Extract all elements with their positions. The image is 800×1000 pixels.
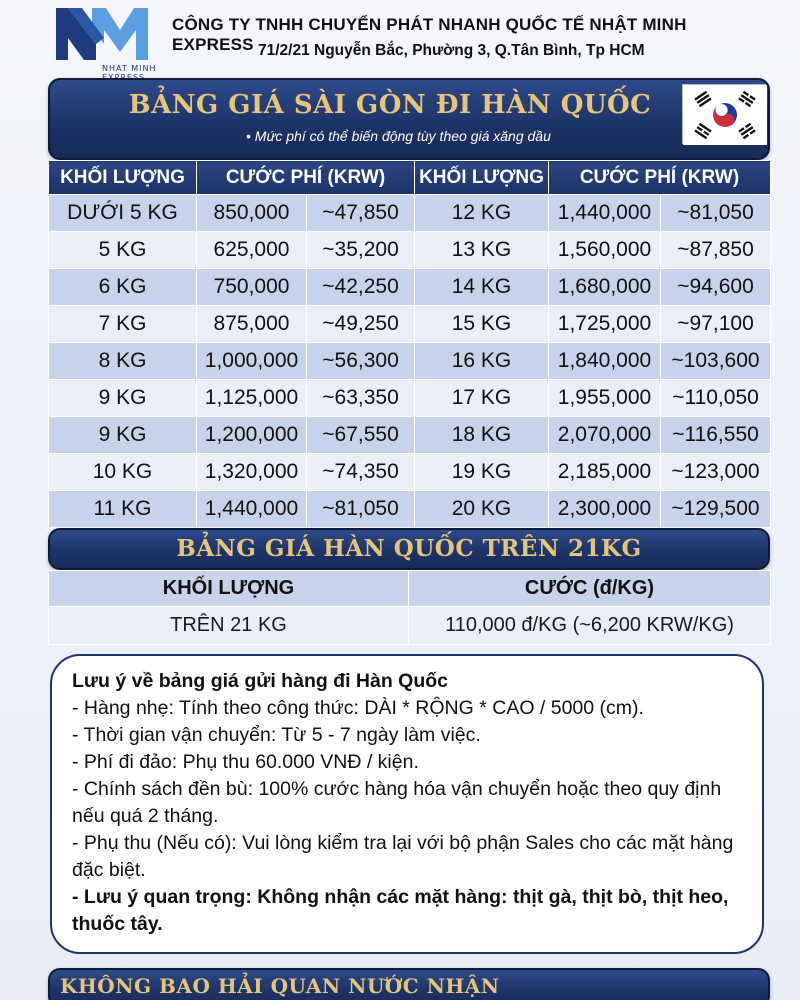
krw-price-cell: ~87,850 [661,232,771,269]
vnd-price-cell: 1,560,000 [549,232,661,269]
vnd-price-cell: 2,300,000 [549,491,661,528]
weight-cell: 20 KG [415,491,549,528]
south-korea-flag-icon [682,84,766,144]
over-21kg-table [48,570,771,645]
vnd-price-cell: 850,000 [197,195,307,232]
weight-cell: 9 KG [49,417,197,454]
krw-price-cell: ~129,500 [661,491,771,528]
note-line: - Chính sách đền bù: 100% cước hàng hóa vận chuyển hoặc theo quy định nếu quá 2 tháng. [72,778,722,827]
krw-price-cell: ~123,000 [661,454,771,491]
table-row [49,417,771,454]
company-address: 71/2/21 Nguyễn Bắc, Phường 3, Q.Tân Bình, Tp HCM [258,42,645,59]
table-row [49,491,771,528]
note-line: - Thời gian vận chuyển: Từ 5 - 7 ngày làm việc. [72,724,481,746]
main-title: BẢNG GIÁ SÀI GÒN ĐI HÀN QUỐC [128,90,652,120]
vnd-price-cell: 1,955,000 [549,380,661,417]
krw-price-cell: ~81,050 [307,491,415,528]
weight-cell: DƯỚI 5 KG [49,195,197,232]
krw-price-cell: ~67,550 [307,417,415,454]
krw-price-cell: ~47,850 [307,195,415,232]
column-header-rate: CƯỚC PHÍ (KRW) [197,161,415,195]
vnd-price-cell: 1,725,000 [549,306,661,343]
krw-price-cell: ~110,050 [661,380,771,417]
krw-price-cell: ~49,250 [307,306,415,343]
vnd-price-cell: 750,000 [197,269,307,306]
weight-cell: 7 KG [49,306,197,343]
krw-price-cell: ~42,250 [307,269,415,306]
table-row [49,306,771,343]
notes-title: Lưu ý về bảng giá gửi hàng đi Hàn Quốc [72,670,449,692]
krw-price-cell: ~94,600 [661,269,771,306]
krw-price-cell: ~35,200 [307,232,415,269]
krw-price-cell: ~63,350 [307,380,415,417]
weight-cell: 12 KG [415,195,549,232]
vnd-price-cell: 2,185,000 [549,454,661,491]
vnd-price-cell: 1,840,000 [549,343,661,380]
krw-price-cell: ~81,050 [661,195,771,232]
krw-price-cell: ~103,600 [661,343,771,380]
note-line: - Phí đi đảo: Phụ thu 60.000 VNĐ / kiện. [72,751,419,773]
krw-price-cell: ~56,300 [307,343,415,380]
column-header-rate: CƯỚC PHÍ (KRW) [549,161,771,195]
weight-cell: 6 KG [49,269,197,306]
table-row [49,269,771,306]
weight-cell: 13 KG [415,232,549,269]
note-line: - Hàng nhẹ: Tính theo công thức: DÀI * RỘNG * CAO / 5000 (cm). [72,697,644,719]
vnd-price-cell: 2,070,000 [549,417,661,454]
weight-cell: 17 KG [415,380,549,417]
weight-cell: 9 KG [49,380,197,417]
company-logo [48,4,166,74]
column-header-weight: KHỐI LƯỢNG [49,161,197,195]
vnd-price-cell: 1,440,000 [549,195,661,232]
logo-text: NHAT MINH [102,64,157,73]
vnd-price-cell: 1,680,000 [549,269,661,306]
customs-banner [48,968,770,1000]
weight-cell: 18 KG [415,417,549,454]
column-header-weight: KHỐI LƯỢNG [415,161,549,195]
krw-price-cell: ~116,550 [661,417,771,454]
krw-price-cell: ~97,100 [661,306,771,343]
price-table [48,160,771,528]
vnd-price-cell: 875,000 [197,306,307,343]
vnd-price-cell: 1,320,000 [197,454,307,491]
important-note: - Lưu ý quan trọng: Không nhận các mặt hàng: thịt gà, thịt bò, thịt heo, thuốc tây. [72,886,729,935]
over-21kg-banner [48,528,770,570]
nm-logo-icon [48,4,166,62]
vnd-price-cell: 1,000,000 [197,343,307,380]
column-header-weight: KHỐI LƯỢNG [49,571,409,607]
weight-cell: 11 KG [49,491,197,528]
price-table-header [49,161,771,195]
weight-cell: 5 KG [49,232,197,269]
note-line: - Phụ thu (Nếu có): Vui lòng kiểm tra lại với bộ phận Sales cho các mặt hàng đặc biệt. [72,832,734,881]
table-row [49,380,771,417]
table-row [49,607,771,645]
vnd-price-cell: 1,440,000 [197,491,307,528]
over-21kg-header [49,571,771,607]
fuel-note: • Mức phí có thể biến động tùy theo giá xăng dầu [246,128,551,144]
krw-price-cell: ~74,350 [307,454,415,491]
vnd-price-cell: 1,200,000 [197,417,307,454]
customs-title: KHÔNG BAO HẢI QUAN NƯỚC NHẬN [60,974,500,998]
over-21kg-title: BẢNG GIÁ HÀN QUỐC TRÊN 21KG [176,535,642,562]
table-row [49,343,771,380]
notes-box [50,654,764,954]
weight-cell: 16 KG [415,343,549,380]
weight-cell: TRÊN 21 KG [49,607,409,645]
weight-cell: 8 KG [49,343,197,380]
weight-cell: 15 KG [415,306,549,343]
table-row [49,195,771,232]
table-row [49,232,771,269]
weight-cell: 10 KG [49,454,197,491]
weight-cell: 14 KG [415,269,549,306]
company-name: CÔNG TY TNHH CHUYỂN PHÁT NHANH QUỐC TẾ NHẬT MINH EXPRESS [172,15,687,54]
vnd-price-cell: 1,125,000 [197,380,307,417]
column-header-rate-per-kg: CƯỚC (đ/KG) [409,571,771,607]
vnd-price-cell: 625,000 [197,232,307,269]
header [0,0,800,78]
weight-cell: 19 KG [415,454,549,491]
rate-cell: 110,000 đ/KG (~6,200 KRW/KG) [409,607,771,645]
main-title-banner [48,78,770,160]
table-row [49,454,771,491]
